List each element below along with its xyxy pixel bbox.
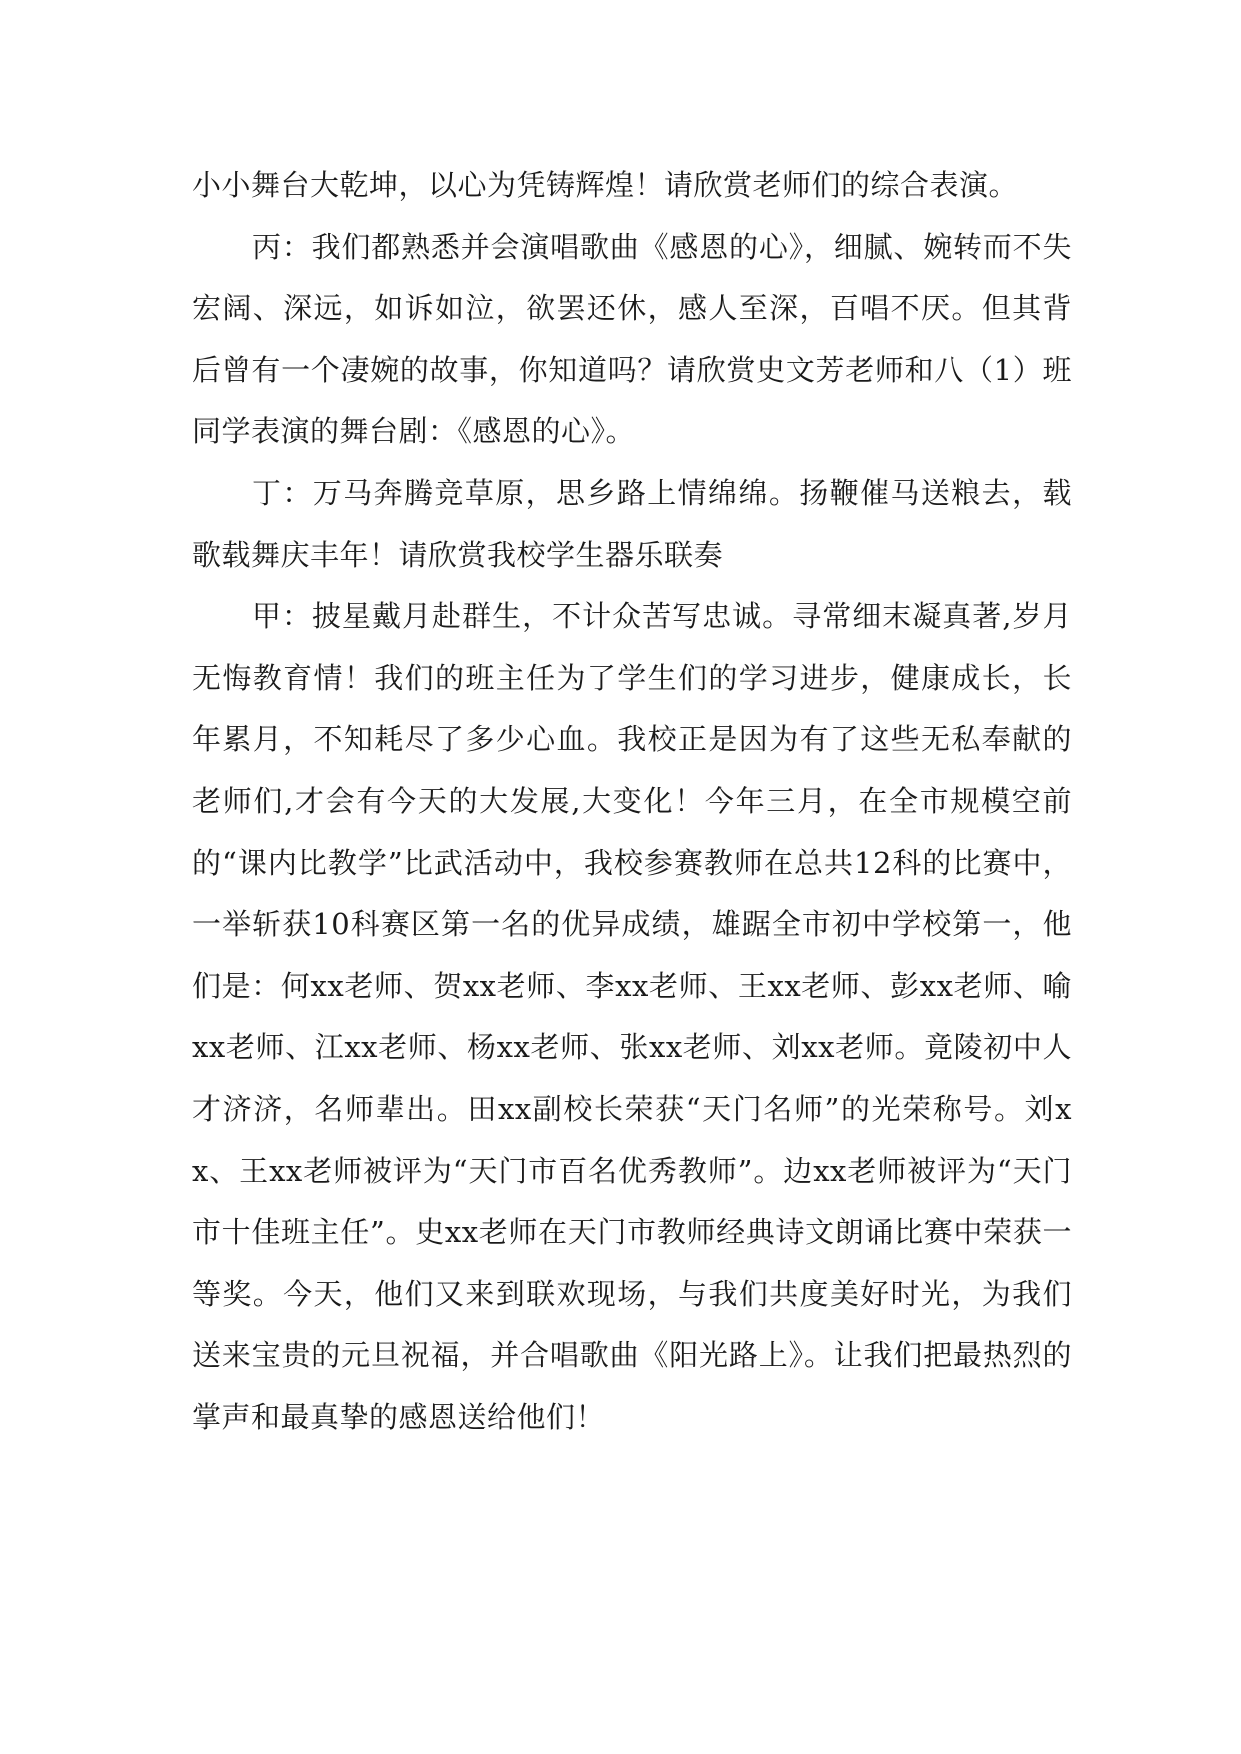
paragraph-jia: 甲：披星戴月赴群生，不计众苦写忠诚。寻常细末凝真著,岁月无悔教育情！我们的班主任为了学生们的学习进步，健康成长，长年累月，不知耗尽了多少心血。我校正是因为有了这些无私奉献的老师们,才会有今天的大发展,大变化！今年三月，在全市规模空前的“课内比教学”比武活动中，我校参赛教师在总共12科的比赛中，一举斩获10科赛区第一名的优异成绩，雄踞全市初中学校第一，他们是：何xx老师、贺xx老师、李xx老师、王xx老师、彭xx老师、喻xx老师、江xx老师、杨xx老师、张xx老师、刘xx老师。竟陵初中人才济济，名师辈出。田xx副校长荣获“天门名师”的光荣称号。刘xx、王xx老师被评为“天门市百名优秀教师”。边xx老师被评为“天门市十佳班主任”。史xx老师在天门市教师经典诗文朗诵比赛中荣获一等奖。今天，他们又来到联欢现场，与我们共度美好时光，为我们送来宝贵的元旦祝福，并合唱歌曲《阳光路上》。让我们把最热烈的掌声和最真挚的感恩送给他们！ — [192, 599, 1072, 1434]
document-page — [192, 155, 1072, 1448]
paragraph-intro: 小小舞台大乾坤，以心为凭铸辉煌！请欣赏老师们的综合表演。 — [192, 168, 1019, 202]
paragraph-ding: 丁：万马奔腾竞草原，思乡路上情绵绵。扬鞭催马送粮去，载歌载舞庆丰年！请欣赏我校学生器乐联奏 — [192, 475, 1072, 572]
paragraph-bing: 丙：我们都熟悉并会演唱歌曲《感恩的心》，细腻、婉转而不失宏阔、深远，如诉如泣，欲罢还休，感人至深，百唱不厌。但其背后曾有一个凄婉的故事，你知道吗？请欣赏史文芳老师和八（1）班同学表演的舞台剧：《感恩的心》。 — [192, 229, 1072, 449]
